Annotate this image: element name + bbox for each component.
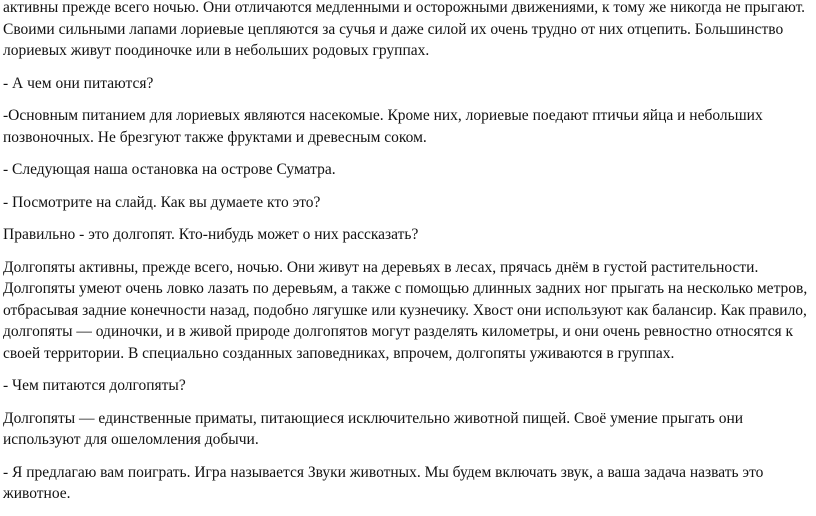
paragraph-question-diet: - А чем они питаются? [3,74,154,92]
paragraph-tarsier-behavior: Долгопяты активны, прежде всего, ночью. Они живут на деревьях в лесах, прячась днём в густой растительности. Долгопяты умеют очень ловко лазать по деревьям, а также с помощью длинных задних ног прыгать на несколько метров, отбрасывая задние конечности назад, подобно лягушке или кузнечику. Хвост они используют как балансир. Как правило, долгопяты — одиночки, и в живой природе долгопятов могут разделять километры, и они очень ревностно относятся к своей территории. В специально созданных заповедниках, впрочем, долгопяты уживаются в группах. [3,258,808,362]
paragraph-loris-behavior: активны прежде всего ночью. Они отличаются медленными и осторожными движениями, к тому же никогда не прыгают. Своими сильными лапами лориевые цепляются за сучья и даже силой их очень трудно от них отцепить. Большинство лориевых живут поодиночке или в небольших родовых группах. [3,0,806,59]
paragraph-game-intro: - Я предлагаю вам поиграть. Игра называется Звуки животных. Мы будем включать звук, а ваша задача назвать это животное. [3,463,764,502]
paragraph-look-slide: - Посмотрите на слайд. Как вы думаете кто это? [3,193,321,211]
paragraph-tarsier-intro: Правильно - это долгопят. Кто-нибудь может о них рассказать? [3,226,419,243]
paragraph-tarsier-diet: Долгопяты — единственные приматы, питающиеся исключительно животной пищей. Своё умение прыгать они используют для ошеломления добычи. [3,409,744,448]
paragraph-next-stop: - Следующая наша остановка на острове Суматра. [3,161,336,178]
document-body [3,0,811,516]
paragraph-question-tarsier-diet: - Чем питаются долгопяты? [3,377,186,394]
paragraph-loris-diet: -Основным питанием для лориевых являются насекомые. Кроме них, лориевые поедают птичьи яйца и небольших позвоночных. Не брезгуют также фруктами и древесным соком. [3,107,763,146]
